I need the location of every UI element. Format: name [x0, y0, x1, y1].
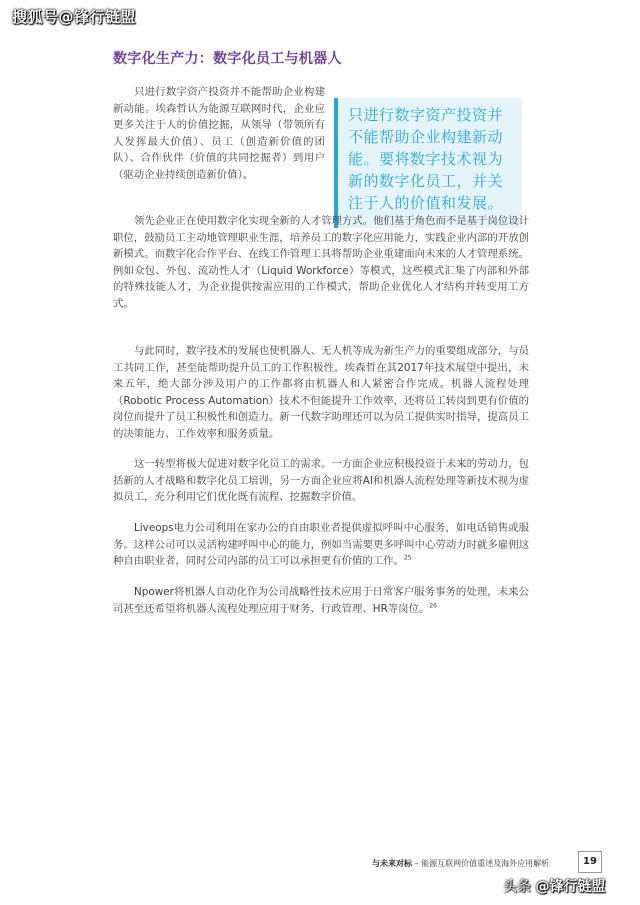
paragraph-6-text: Npower将机器人自动化作为公司战略性技术应用于日常客户服务事务的处理，未来公司甚至还希望将机器人流程处理应用于财务、行政管理、HR等岗位。 [113, 586, 529, 615]
paragraph-2: 领先企业正在使用数字化实现全新的人才管理方式。他们基于角色而不是基于岗位设计职位，鼓励员工主动地管理职业生涯，培养员工的数字化应用能力，实践企业内部的开放创新模式。而数字化合作平台、在线工作管理工具将帮助企业重建面向未来的人才管理系统。例如众包、外包、流动性人才（Liquid Workforce）等模式，这些模式汇集了内部和外部的特殊技能人才，为企业提供按需应用的工作模式，帮助企业优化人才结构并转变用工方式。 [113, 215, 529, 310]
footer-bold: 与未来对标 [372, 859, 412, 868]
page-number: 19 [578, 851, 602, 873]
footnote-marker: 26 [429, 602, 437, 610]
watermark-prefix: 头条 [503, 879, 536, 895]
watermark-top: 搜狐号@锋行链盟 [12, 8, 137, 26]
paragraph-5-text: Liveops电力公司利用在家办公的自由职业者提供虚拟呼叫中心服务，如电话销售或服务。这样公司可以灵活构建呼叫中心的能力，例如当需要更多呼叫中心劳动力时就多雇佣这种自由职业者，同时公司内部的员工可以承担更有价值的工作。 [113, 522, 529, 568]
section-title: 数字化生产力：数字化员工与机器人 [113, 51, 342, 67]
footnote-marker: 25 [403, 554, 412, 562]
paragraph-3: 与此同时，数字技术的发展也使机器人、无人机等成为新生产力的重要组成部分，与员工共同工作，甚至能帮助提升员工的工作积极性。埃森哲在其2017年技术展望中提出，未来五年，绝大部分涉及用户的工作都将由机器人和人紧密合作完成。机器人流程处理（Robotic Process Automation）技术不但能提升工作效率，还将员工转岗到更有价值的岗位而提升了员工积极性和创造力。新一代数字助理还可以为员工提供实时指导，提高员工的决策能力、工作效率和服务质量。 [113, 345, 529, 440]
paragraph-5 [113, 520, 529, 570]
watermark-name: @锋行链盟 [535, 879, 606, 895]
paragraph-1: 只进行数字资产投资并不能帮助企业构建新动能。埃森哲认为能源互联网时代，企业应更多关注于人的价值挖掘，从领导（带领所有人发挥最大价值）、员工（创造新价值的团队）、合作伙伴（价值的共同挖掘者）到用户（驱动企业持续创造新价值）。 [113, 86, 325, 181]
paragraph-4: 这一转型将极大促进对数字化员工的需求。一方面企业应积极投资于未来的劳动力，包括新的人才战略和数字化员工培训，另一方面企业应将AI和机器人流程处理等新技术视为虚拟员工，充分利用它们优化既有流程、挖掘数字价值。 [113, 458, 529, 504]
footer-subtitle: – 能源互联网价值重述及海外应用解析 [412, 859, 550, 868]
page-footer [372, 858, 549, 869]
paragraph-6 [113, 584, 529, 617]
watermark-bottom [503, 876, 605, 896]
pull-quote: 只进行数字资产投资并不能帮助企业构建新动能。要将数字技术视为新的数字化员工，并关注于人的价值和发展。 [334, 98, 522, 228]
